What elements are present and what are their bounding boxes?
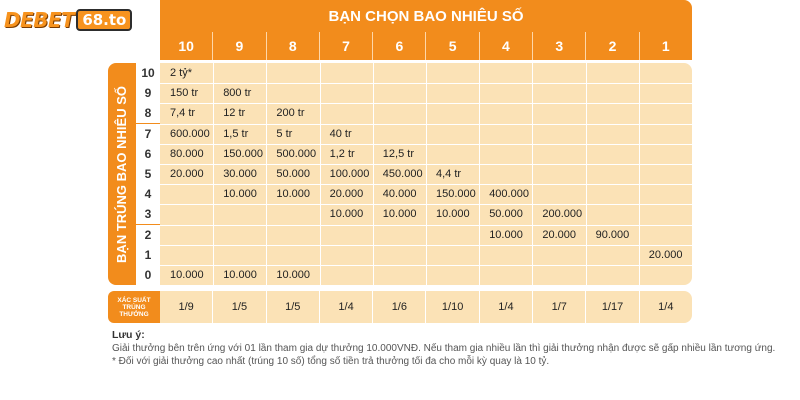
column-header-7: 7 <box>319 32 372 60</box>
row-label-10: 10 <box>136 63 160 83</box>
prize-cell: 50.000 <box>489 208 523 221</box>
grid-divider <box>532 63 533 285</box>
column-header-1: 1 <box>639 32 692 60</box>
row-label-1: 1 <box>136 245 160 265</box>
probability-cell: 1/10 <box>425 291 478 323</box>
row-label-3: 3 <box>136 204 160 224</box>
column-header-4: 4 <box>479 32 532 60</box>
prize-cell: 500.000 <box>276 147 317 160</box>
prize-cell: 80.000 <box>170 147 204 160</box>
prize-cell: 600.000 <box>170 127 210 140</box>
column-header-6: 6 <box>372 32 425 60</box>
column-header-8: 8 <box>266 32 319 60</box>
columns-header-title: BẠN CHỌN BAO NHIÊU SỐ <box>160 0 692 32</box>
rows-header-title: BẠN TRÚNG BAO NHIÊU SỐ <box>113 85 129 263</box>
row-label-0: 0 <box>136 265 160 285</box>
prize-cell: 30.000 <box>223 168 257 181</box>
prize-cell: 10.000 <box>329 208 364 221</box>
logo-brand-text: DEBET <box>4 8 75 32</box>
prize-cell: 10.000 <box>170 269 204 282</box>
grid-divider <box>586 63 587 285</box>
prize-cell: 10.000 <box>489 228 523 241</box>
prize-cell: 800 tr <box>223 87 252 100</box>
logo-suffix-text: 68.to <box>76 9 132 31</box>
prize-cell: 150.000 <box>223 147 263 160</box>
prize-cell: 150.000 <box>436 188 476 201</box>
probability-row <box>160 291 692 323</box>
prize-cell: 10.000 <box>436 208 470 221</box>
prize-cell: 12 tr <box>223 107 246 120</box>
probability-label: XÁC SUẤT TRÚNG THƯỞNG <box>108 291 160 323</box>
prize-cell: 200 tr <box>276 107 305 120</box>
row-label-4: 4 <box>136 184 160 204</box>
prize-cell: 1,5 tr <box>223 127 249 140</box>
notes-line-1: Giải thưởng bên trên ứng với 01 lần tham gia dự thưởng 10.000VNĐ. Nếu tham gia nhiều lần thì giải thưởng nhận được sẽ gấp nhiều lần tương ứng. <box>112 343 776 354</box>
prize-cell: 10.000 <box>223 269 257 282</box>
notes-section <box>112 329 792 368</box>
probability-cell: 1/5 <box>266 291 319 323</box>
prize-cell: 90.000 <box>595 228 630 241</box>
prize-cell: 400.000 <box>489 188 529 201</box>
prize-cell: 100.000 <box>329 168 370 181</box>
prize-cell: 200.000 <box>542 208 583 221</box>
prize-cell: 150 tr <box>170 87 199 100</box>
probability-cell: 1/4 <box>319 291 372 323</box>
column-header-5: 5 <box>425 32 478 60</box>
prize-cell: 20.000 <box>648 248 683 261</box>
prize-cell: 5 tr <box>276 127 293 140</box>
prize-cell: 40.000 <box>382 188 417 201</box>
column-header-2: 2 <box>585 32 638 60</box>
prize-cell: 10.000 <box>276 188 311 201</box>
probability-cell: 1/4 <box>639 291 692 323</box>
prize-table <box>160 63 692 285</box>
probability-cell: 1/4 <box>479 291 532 323</box>
row-label-7: 7 <box>136 124 160 144</box>
probability-cell: 1/17 <box>585 291 638 323</box>
prize-cell: 20.000 <box>170 168 204 181</box>
prize-cell: 7,4 tr <box>170 107 196 120</box>
prize-cell: 1,2 tr <box>329 147 355 160</box>
grid-divider <box>160 245 692 246</box>
prize-cell: 20.000 <box>329 188 364 201</box>
prize-cell: 450.000 <box>382 168 423 181</box>
prize-cell: 12,5 tr <box>382 147 414 160</box>
prize-cell: 4,4 tr <box>436 168 462 181</box>
prize-cell: 10.000 <box>382 208 417 221</box>
row-label-8: 8 <box>136 103 160 123</box>
prize-cell: 50.000 <box>276 168 311 181</box>
notes-line-2: * Đối với giải thưởng cao nhất (trúng 10 số) tổng số tiền trả thưởng tối đa cho mỗi kỳ quay là 10 tỷ. <box>112 356 550 367</box>
probability-cell: 1/5 <box>212 291 265 323</box>
probability-cell: 1/9 <box>178 301 194 313</box>
brand-logo <box>4 8 154 32</box>
column-header-10: 10 <box>178 38 194 54</box>
prize-cell: 10.000 <box>276 269 311 282</box>
row-label-6: 6 <box>136 144 160 164</box>
prize-cell: 2 tỷ* <box>170 67 193 80</box>
probability-cell: 1/6 <box>372 291 425 323</box>
column-headers <box>160 32 692 60</box>
row-label-9: 9 <box>136 83 160 103</box>
column-header-9: 9 <box>212 32 265 60</box>
column-header-3: 3 <box>532 32 585 60</box>
prize-cell: 10.000 <box>223 188 257 201</box>
prize-cell: 20.000 <box>542 228 577 241</box>
prize-cell: 40 tr <box>329 127 352 140</box>
row-label-2: 2 <box>136 225 160 245</box>
row-label-5: 5 <box>136 164 160 184</box>
probability-cell: 1/7 <box>532 291 585 323</box>
notes-title: Lưu ý: <box>112 329 145 341</box>
